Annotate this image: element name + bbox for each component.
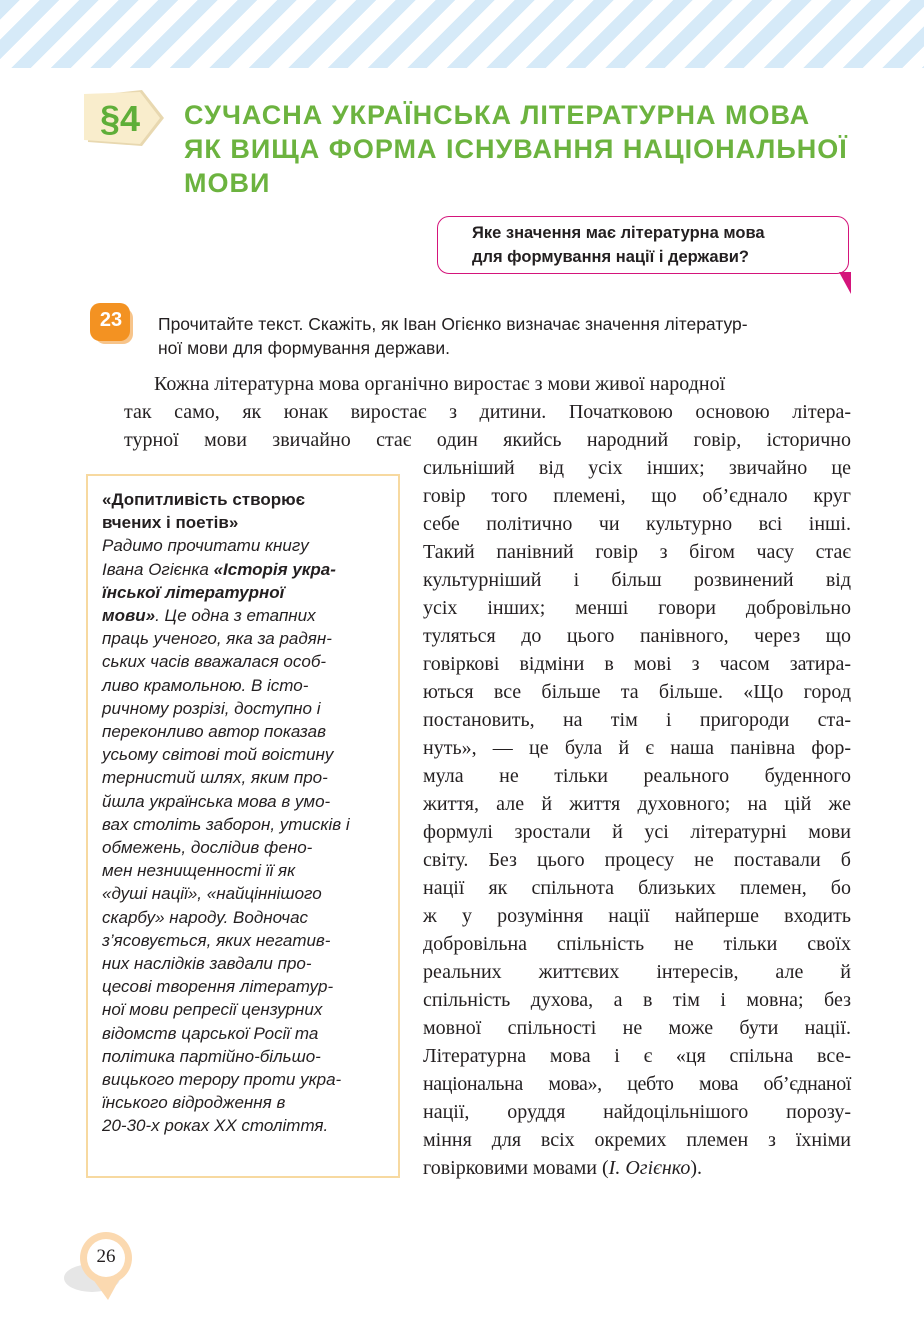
author-name: І. Огієнко <box>608 1157 691 1179</box>
text-line: говір того племені, що об’єднало круг <box>423 485 851 507</box>
sidebar-line: цесові творення літератур- <box>102 977 334 997</box>
sidebar-line: вицького терору проти укра- <box>102 1070 342 1090</box>
text-line: Літературна мова і є «ця спільна все- <box>423 1045 851 1067</box>
sidebar-heading-line: вчених і поетів» <box>102 513 239 533</box>
sidebar-line <box>102 604 392 627</box>
text-line: добровільна спільність не тільки своїх <box>423 933 851 955</box>
sidebar-line: Радимо прочитати книгу <box>102 536 309 556</box>
text-line: Такий панівний говір з бігом часу стає <box>423 541 851 563</box>
question-box-tail <box>839 272 851 294</box>
sidebar-line: мен незнищенності її як <box>102 861 296 881</box>
sidebar-line: праць ученого, яка за радян- <box>102 629 332 649</box>
text-line: усіх інших; менші говори добровільно <box>423 597 851 619</box>
decorative-top-band <box>0 0 924 68</box>
text-line: так само, як юнак виростає з дитини. Початковою основою літера- <box>124 401 851 423</box>
sidebar-line: скарбу» народу. Водночас <box>102 907 309 927</box>
sidebar-line: з’ясовується, яких негатив- <box>102 930 331 950</box>
question-line: Яке значення має літературна мова <box>472 224 765 242</box>
title-line: ЯК ВИЩА ФОРМА ІСНУВАННЯ НАЦІОНАЛЬНОЇ <box>184 134 848 164</box>
question-line: для формування нації і держави? <box>472 248 749 266</box>
key-question-box <box>437 216 849 274</box>
sidebar-line: переконливо автор показав <box>102 722 326 742</box>
exercise-number: 23 <box>99 309 123 331</box>
sidebar-line: ної мови репресії цензурних <box>102 1000 323 1020</box>
text-line: формулі зростали й усі літературні мови <box>423 821 851 843</box>
book-title-fragment: мови» <box>102 606 156 626</box>
page-title <box>184 98 874 200</box>
text-line: світу. Без цього процесу не поставали б <box>423 849 851 871</box>
book-title-fragment: «Історія укра- <box>213 559 336 579</box>
text-line: ж у розуміння нації найперше входить <box>423 905 851 927</box>
text-line: Кожна літературна мова органічно виростає з мови живої народної <box>154 373 726 395</box>
sidebar-fragment: . Це одна з етапних <box>155 606 316 626</box>
page-number-badge <box>62 1230 142 1302</box>
sidebar-line: їнського відродження в <box>102 1093 286 1113</box>
text-line: життя, але й життя духовного; на цій же <box>423 793 851 815</box>
text-line: мула не тільки реального буденного <box>423 765 851 787</box>
text-line: турної мови звичайно стає один якийсь народний говір, історично <box>124 429 851 451</box>
sidebar-line: тернистий шлях, яким про- <box>102 768 328 788</box>
page-number: 26 <box>96 1246 116 1267</box>
text-line: спільність духова, а в тім і мовна; без <box>423 989 851 1011</box>
section-badge <box>84 90 166 148</box>
text-line: говіркові відміни в мові з часом затира- <box>423 653 851 675</box>
text-line: нуть», — це була й є наша панівна фор- <box>423 737 851 759</box>
exercise-task <box>158 312 858 360</box>
text-line: сильніший від усіх інших; звичайно це <box>423 457 851 479</box>
sidebar-line: ських часів вважалася особ- <box>102 652 327 672</box>
sidebar-line: вах століть заборон, утисків і <box>102 814 350 834</box>
text-fragment: говірковими мовами ( <box>423 1157 609 1179</box>
task-line: ної мови для формування держави. <box>158 338 450 358</box>
sidebar-line: ричному розрізі, доступно і <box>102 698 321 718</box>
text-line-last <box>423 1154 851 1182</box>
sidebar-line: обмежень, дослідив фено- <box>102 838 313 858</box>
text-line: мовної спільності не може бути нації. <box>423 1017 851 1039</box>
text-line: ються все більше та більше. «Що город <box>423 681 851 703</box>
section-number: §4 <box>99 98 141 139</box>
text-line: реальних життєвих інтересів, але й <box>423 961 851 983</box>
sidebar-text <box>102 488 392 1138</box>
sidebar-line: «душі нації», «найціннішого <box>102 884 322 904</box>
recommendation-sidebar <box>86 474 400 1178</box>
title-line: СУЧАСНА УКРАЇНСЬКА ЛІТЕРАТУРНА МОВА <box>184 100 811 130</box>
task-line: Прочитайте текст. Скажіть, як Іван Огієнко визначає значення літератур- <box>158 314 748 334</box>
sidebar-line: них наслідків завдали про- <box>102 954 312 974</box>
sidebar-line: 20-30-х роках XX століття. <box>102 1116 329 1136</box>
text-line: міння для всіх окремих племен з їхніми <box>423 1129 851 1151</box>
sidebar-line <box>102 558 392 581</box>
exercise-number-badge <box>90 303 134 345</box>
sidebar-line: ливо крамольною. В істо- <box>102 675 309 695</box>
text-line: себе політично чи культурно всі інші. <box>423 513 851 535</box>
title-line: МОВИ <box>184 168 271 198</box>
text-fragment: ). <box>690 1157 703 1179</box>
sidebar-line: політика партійно-більшо- <box>102 1046 321 1066</box>
text-line: нації, оруддя найдоцільнішого порозу- <box>423 1101 851 1123</box>
book-title-fragment: їнської літературної <box>102 582 285 602</box>
sidebar-line: відомств царської Росії та <box>102 1023 319 1043</box>
text-line: національна мова», цебто мова об’єднаної <box>423 1073 851 1095</box>
sidebar-line: усьому світові той воістину <box>102 745 334 765</box>
text-line: нації як спільнота близьких племен, бо <box>423 877 851 899</box>
sidebar-line: йшла українська мова в умо- <box>102 791 331 811</box>
sidebar-fragment: Івана Огієнка <box>102 559 214 579</box>
text-line: постановить, на тім і пригороди ста- <box>423 709 851 731</box>
text-line: культурніший і більш розвинений від <box>423 569 851 591</box>
sidebar-heading-line: «Допитливість створює <box>102 490 306 509</box>
key-question-text <box>472 221 842 269</box>
text-line: туляться до цього панівного, через що <box>423 625 851 647</box>
